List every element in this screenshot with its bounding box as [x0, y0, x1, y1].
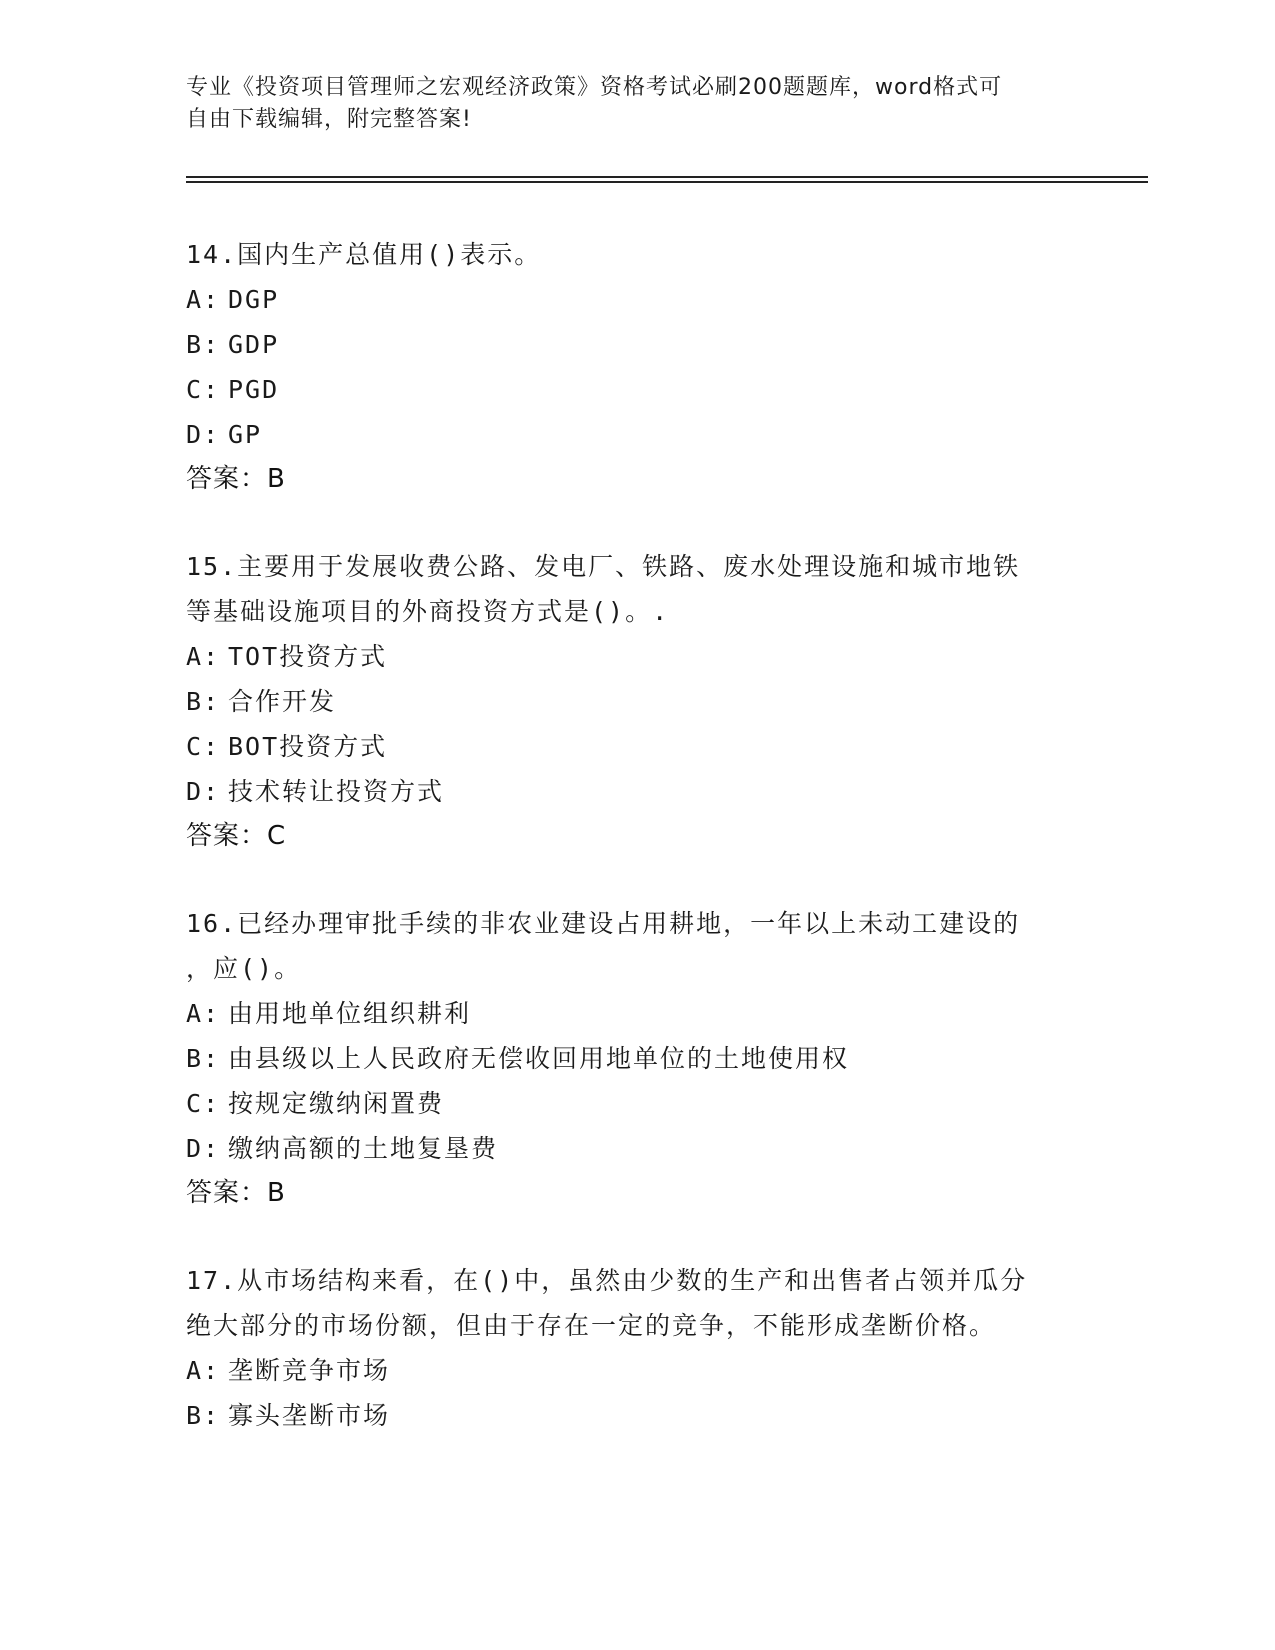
option-key: B:	[186, 687, 221, 716]
header-line-2: 自由下载编辑，附完整答案!	[186, 107, 472, 132]
option-b	[186, 1393, 1086, 1438]
question-list	[186, 232, 1086, 1480]
option-text: BOT投资方式	[228, 732, 388, 761]
header-divider-bottom	[186, 181, 1148, 183]
option-key: D:	[186, 1134, 221, 1163]
option-d	[186, 412, 1086, 457]
option-text: 垄断竞争市场	[228, 1356, 391, 1385]
option-key: A:	[186, 999, 221, 1028]
option-key: C:	[186, 1089, 221, 1118]
option-key: B:	[186, 330, 221, 359]
option-text: DGP	[228, 285, 280, 314]
option-key: A:	[186, 1356, 221, 1385]
option-a	[186, 277, 1086, 322]
option-text: PGD	[228, 375, 280, 404]
document-header	[186, 72, 1066, 136]
option-b	[186, 1036, 1086, 1081]
question-text-continued: 等基础设施项目的外商投资方式是()。.	[186, 597, 670, 626]
answer-text: 答案：B	[186, 1178, 286, 1208]
option-key: B:	[186, 1401, 221, 1430]
option-a	[186, 1348, 1086, 1393]
option-text: TOT投资方式	[228, 642, 388, 671]
question-text: 14.国内生产总值用()表示。	[186, 240, 542, 269]
option-d	[186, 1126, 1086, 1171]
question-item	[186, 544, 1086, 859]
option-a	[186, 991, 1086, 1036]
option-key: D:	[186, 777, 221, 806]
option-key: A:	[186, 285, 221, 314]
option-text: GP	[228, 420, 263, 449]
option-text: 合作开发	[228, 687, 337, 716]
question-text-continued: ，应()。	[186, 954, 302, 983]
option-text: 寡头垄断市场	[228, 1401, 391, 1430]
answer-text: 答案：B	[186, 464, 286, 494]
question-text: 17.从市场结构来看，在()中，虽然由少数的生产和出售者占领并瓜分	[186, 1266, 1028, 1295]
option-c	[186, 724, 1086, 769]
header-divider-top	[186, 176, 1148, 178]
answer-text: 答案：C	[186, 821, 287, 851]
option-text: 由用地单位组织耕利	[228, 999, 472, 1028]
question-item	[186, 232, 1086, 502]
option-key: B:	[186, 1044, 221, 1073]
option-b	[186, 679, 1086, 724]
question-text: 15.主要用于发展收费公路、发电厂、铁路、废水处理设施和城市地铁	[186, 552, 1021, 581]
question-text-continued: 绝大部分的市场份额，但由于存在一定的竞争，不能形成垄断价格。	[186, 1311, 997, 1340]
question-text: 16.已经办理审批手续的非农业建设占用耕地，一年以上未动工建设的	[186, 909, 1021, 938]
option-key: C:	[186, 375, 221, 404]
header-line-1: 专业《投资项目管理师之宏观经济政策》资格考试必刷200题题库，word格式可	[186, 75, 1003, 100]
option-text: 由县级以上人民政府无偿收回用地单位的土地使用权	[228, 1044, 850, 1073]
option-text: 按规定缴纳闲置费	[228, 1089, 445, 1118]
question-item	[186, 1258, 1086, 1438]
question-item	[186, 901, 1086, 1216]
option-text: 技术转让投资方式	[228, 777, 445, 806]
option-a	[186, 634, 1086, 679]
option-key: C:	[186, 732, 221, 761]
option-key: D:	[186, 420, 221, 449]
option-c	[186, 1081, 1086, 1126]
option-text: GDP	[228, 330, 280, 359]
option-d	[186, 769, 1086, 814]
option-c	[186, 367, 1086, 412]
option-key: A:	[186, 642, 221, 671]
option-b	[186, 322, 1086, 367]
option-text: 缴纳高额的土地复垦费	[228, 1134, 499, 1163]
